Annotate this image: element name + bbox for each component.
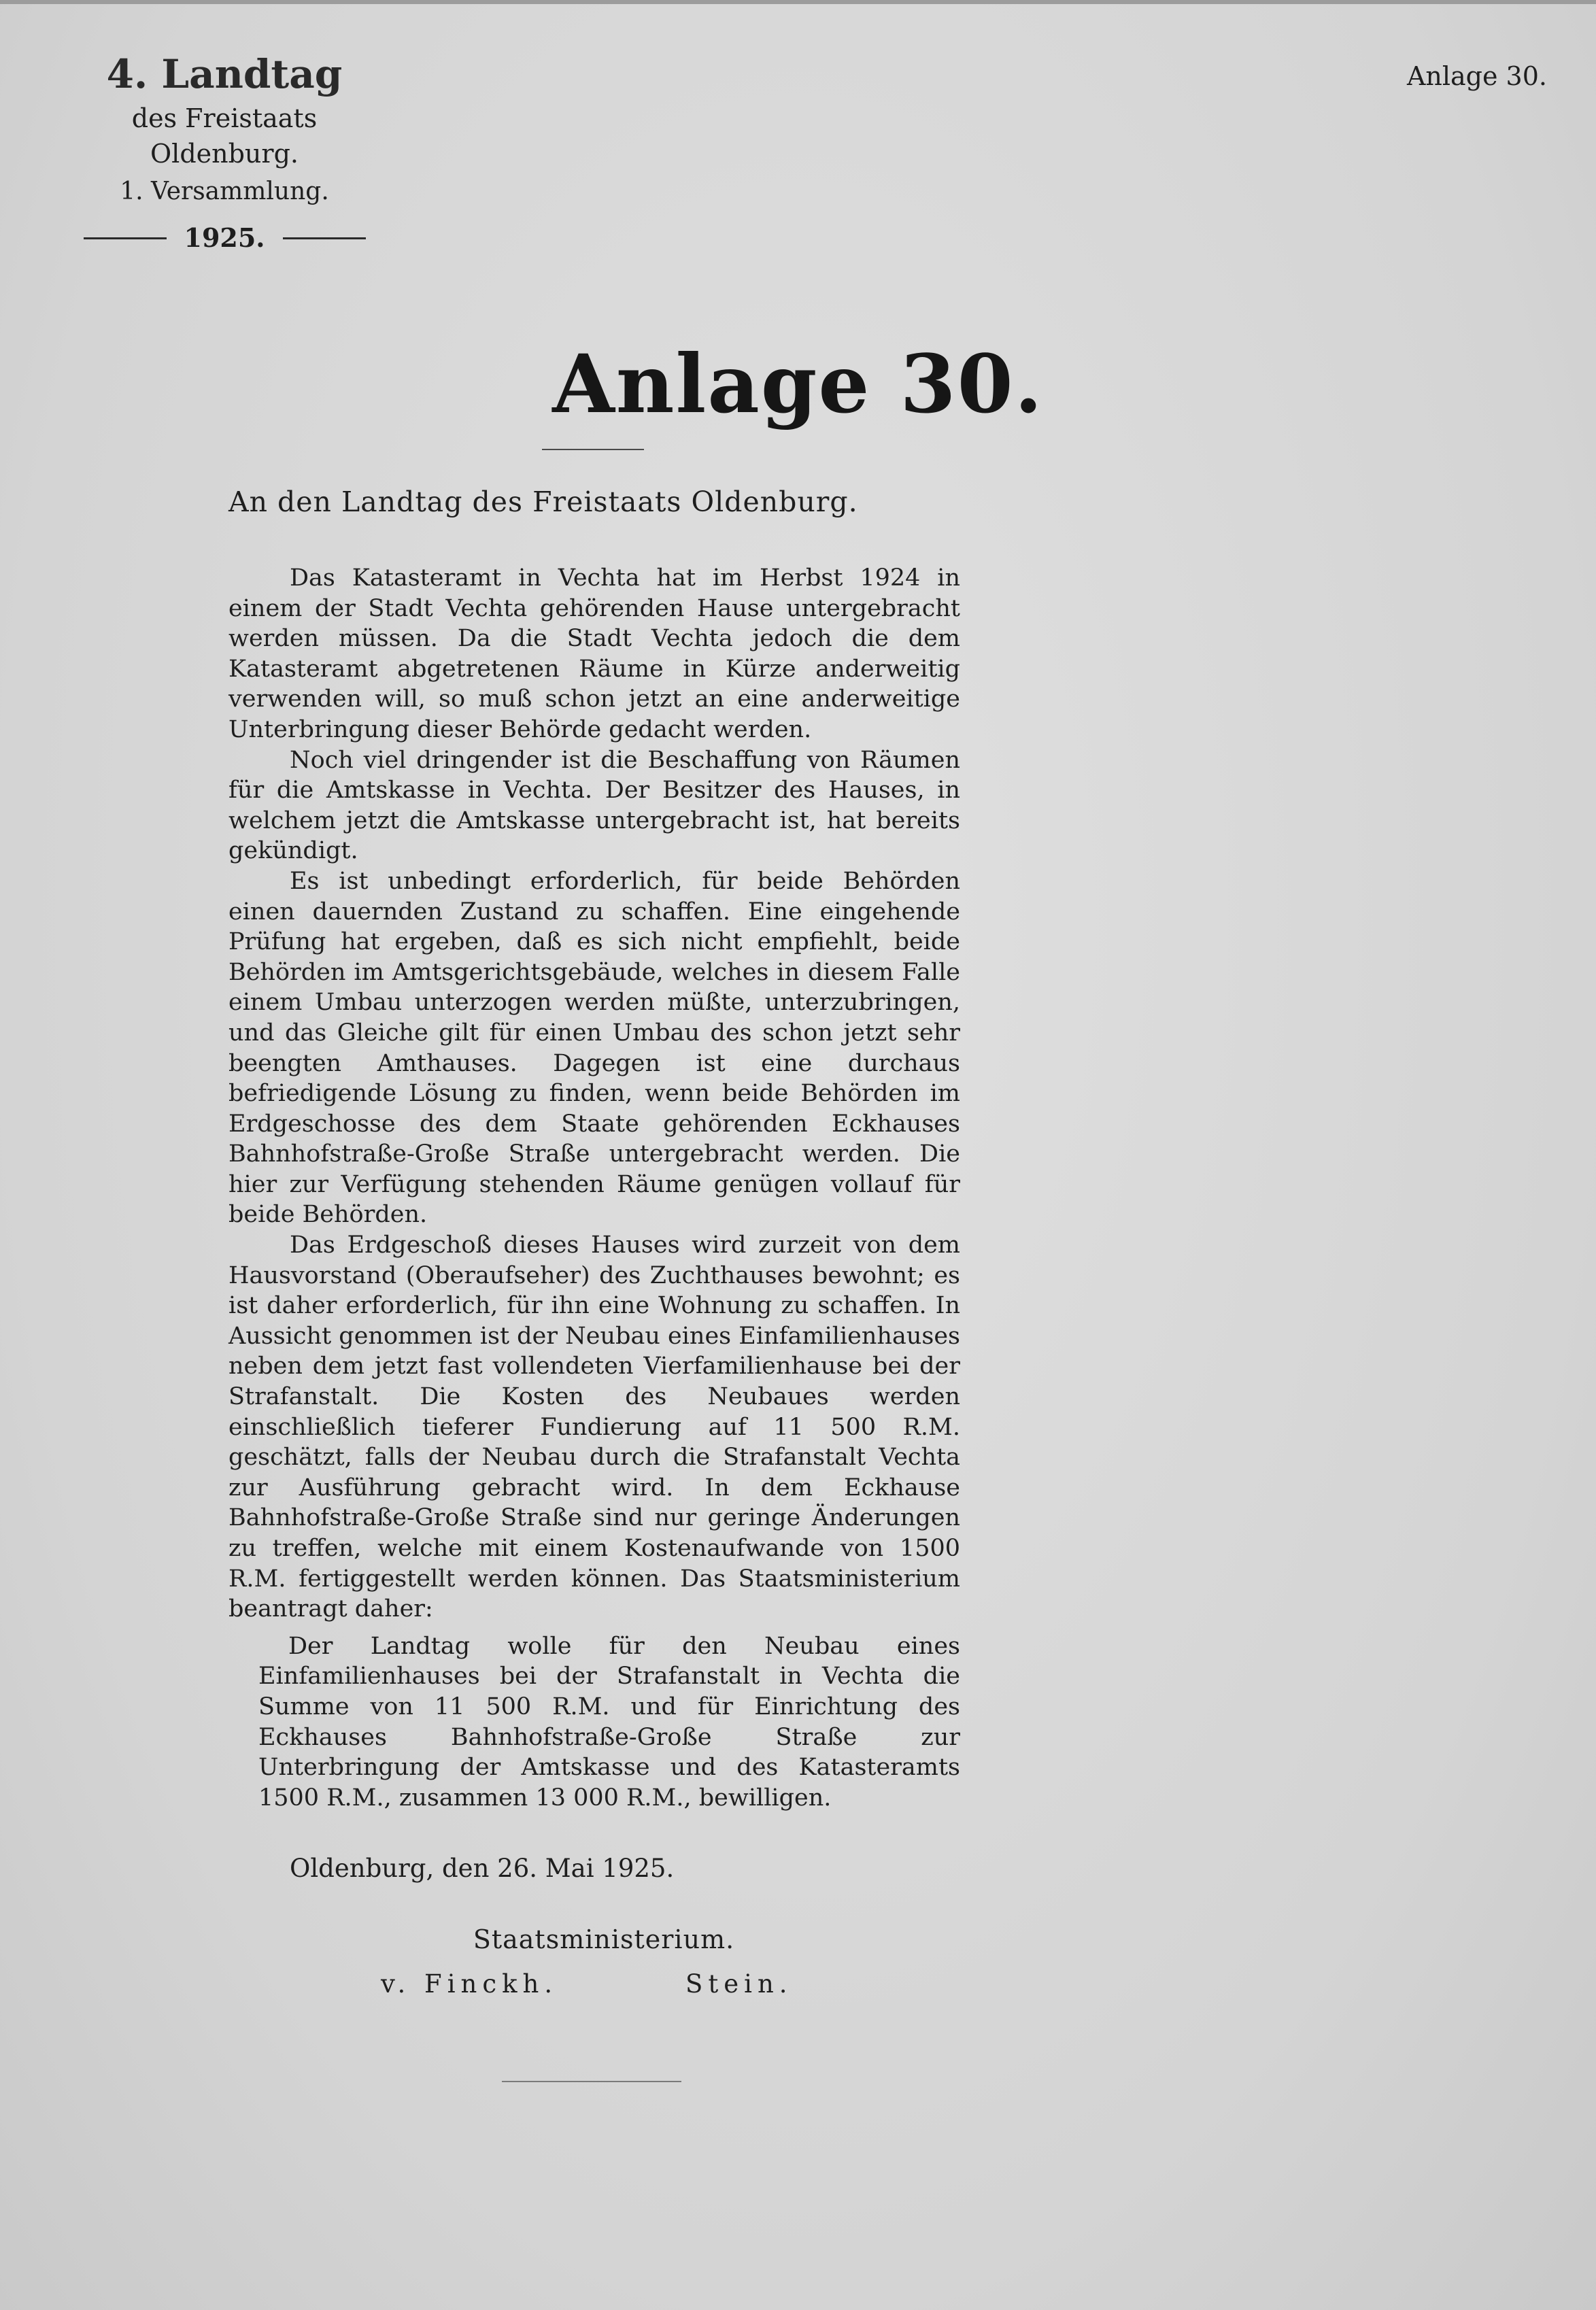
addressee: An den Landtag des Freistaats Oldenburg.: [228, 486, 858, 518]
proposal-text: Der Landtag wolle für den Neubau eines Einfamilienhauses bei der Strafanstalt in Vechta die Summe von 11 500 R.M. und für Einrichtung des Eckhauses Bahnhofstraße-Große Straße zur Unterbringung der Amtskasse und des Katasteramts 1500 R.M., zusammen 13 000 R.M., bewilligen.: [258, 1632, 960, 1812]
dateline: Oldenburg, den 26. Mai 1925.: [290, 1854, 675, 1884]
header-block: [75, 48, 374, 256]
freistaat-line: des Freistaats Oldenburg.: [131, 103, 318, 169]
year-row: [75, 220, 374, 256]
signer-stein: Stein.: [685, 1969, 793, 1999]
ministry-signature: Staatsministerium.: [473, 1924, 735, 1955]
paragraph-amtskasse: Noch viel dringender ist die Beschaffung von Räumen für die Amtskasse in Vechta. Der Besitzer des Hauses, in welchem jetzt die Amtskasse untergebracht ist, hat bereits gekündigt.: [228, 746, 960, 865]
landtag-heading: 4. Landtag: [106, 51, 343, 97]
year-dash-left: [84, 237, 167, 239]
paragraph-loesung: Es ist unbedingt erforderlich, für beide Behörden einen dauernden Zustand zu schaffen. Eine eingehende Prüfung hat ergeben, daß es sich nicht empfiehlt, beide Behörden im Amtsgerichtsgebäude, welches in diesem Falle einem Umbau unterzogen werden müßte, unterzubringen, und das Gleiche gilt für einen Umbau des schon jetzt sehr beengten Amthauses. Dagegen ist eine durchaus befriedigende Lösung zu finden, wenn beide Behörden im Erdgeschosse des dem Staate gehörenden Eckhauses Bahnhofstraße-Große Straße untergebracht werden. Die hier zur Verfügung stehenden Räume genügen vollauf für beide Behörden.: [228, 867, 960, 1229]
title-divider: [542, 449, 644, 450]
letter-body: [228, 481, 960, 2007]
year-dash-right: [283, 237, 366, 239]
anlage-reference: Anlage 30.: [1406, 61, 1547, 91]
paragraph-neubau: Das Erdgeschoß dieses Hauses wird zurzeit von dem Hausvorstand (Oberaufseher) des Zuchthauses bewohnt; es ist daher erforderlich, für ihn eine Wohnung zu schaffen. In Aussicht genommen ist der Neubau eines Einfamilienhauses neben dem jetzt fast vollendeten Vierfamilienhause bei der Strafanstalt. Die Kosten des Neubaues werden einschließlich tieferer Fundierung auf 11 500 R.M. geschätzt, falls der Neubau durch die Strafanstalt Vechta zur Ausführung gebracht wird. In dem Eckhause Bahnhofstraße-Große Straße sind nur geringe Änderungen zu treffen, welche mit einem Kostenaufwande von 1500 R.M. fertiggestellt werden können. Das Staatsministerium beantragt daher:: [228, 1232, 960, 1623]
signers-row: [228, 1967, 960, 2007]
scan-edge: [0, 0, 1596, 4]
closing-divider: [502, 2081, 681, 2082]
page-title: Anlage 30.: [552, 337, 1044, 431]
versammlung-line: 1. Versammlung.: [120, 177, 329, 205]
year-label: 1925.: [184, 222, 265, 253]
paragraph-katasteramt: Das Katasteramt in Vechta hat im Herbst 1924 in einem der Stadt Vechta gehörenden Hause untergebracht werden müssen. Da die Stadt Vechta jedoch die dem Katasteramt abgetretenen Räume in Kürze anderweitig verwenden will, so muß schon jetzt an eine anderweitige Unterbringung dieser Behörde gedacht werden.: [228, 564, 960, 743]
signer-finckh: v. Finckh.: [381, 1969, 558, 1999]
